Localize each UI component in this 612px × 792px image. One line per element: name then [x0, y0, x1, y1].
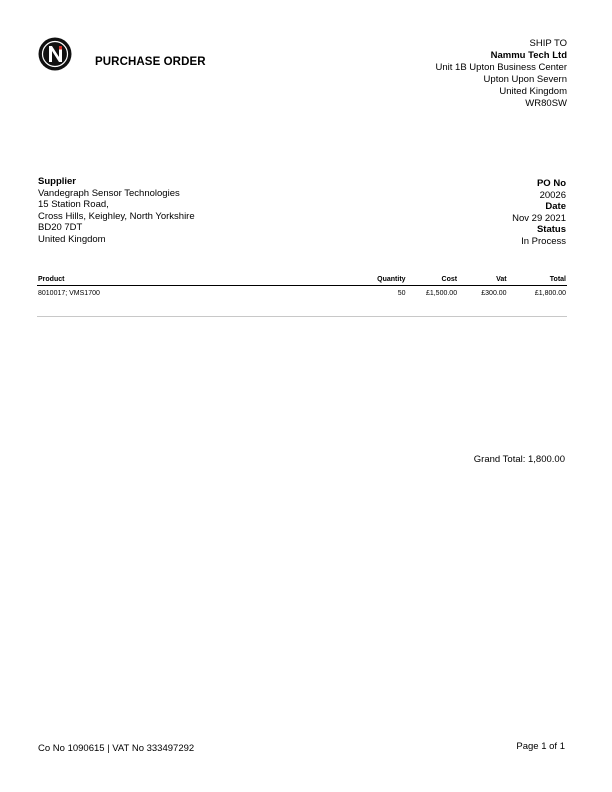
status-label: Status [536, 224, 566, 236]
ship-to-address-line: WR80SW [525, 98, 567, 109]
ship-to-block [436, 38, 567, 110]
date-value: Nov 29 2021 [512, 212, 566, 224]
column-header-cost: Cost [407, 275, 459, 286]
document-title: PURCHASE ORDER [95, 56, 206, 68]
column-header-vat: Vat [458, 275, 507, 286]
po-number-value: 20026 [539, 189, 566, 201]
supplier-name: Vandegraph Sensor Technologies [38, 187, 180, 199]
ship-to-address-line: Upton Upon Severn [483, 74, 567, 85]
supplier-address-line: Cross Hills, Keighley, North Yorkshire [38, 210, 195, 222]
cell-quantity: 50 [397, 290, 406, 297]
grand-total: Grand Total: 1,800.00 [473, 454, 565, 465]
supplier-address-line: BD20 7DT [38, 222, 83, 234]
date-label: Date [545, 201, 566, 213]
column-header-quantity: Quantity [363, 275, 407, 286]
cell-total: £1,800.00 [534, 290, 566, 297]
column-header-product: Product [37, 275, 363, 286]
supplier-label: Supplier [38, 176, 77, 187]
supplier-address-line: 15 Station Road, [38, 199, 109, 211]
supplier-address-line: United Kingdom [38, 233, 106, 245]
company-registration-info: Co No 1090615 | VAT No 333497292 [38, 743, 195, 754]
nammu-logo-icon [38, 37, 72, 71]
po-number-label: PO No [536, 178, 566, 189]
cell-cost: £1,500.00 [425, 290, 458, 297]
table-header-row [37, 275, 567, 286]
page-number: Page 1 of 1 [516, 741, 565, 752]
ship-to-name: Nammu Tech Ltd [490, 50, 567, 61]
supplier-block [38, 176, 195, 246]
ship-to-address-line: Unit 1B Upton Business Center [435, 62, 567, 73]
cell-vat: £300.00 [481, 290, 507, 297]
cell-product: 8010017; VMS1700 [38, 290, 100, 297]
column-header-total: Total [508, 275, 567, 286]
line-items-table [37, 275, 567, 299]
table-row [37, 286, 567, 300]
ship-to-address-line: United Kingdom [499, 86, 567, 97]
status-value: In Process [521, 235, 566, 247]
ship-to-label: SHIP TO [529, 38, 567, 49]
table-bottom-divider [37, 316, 567, 317]
order-details-block [512, 178, 566, 248]
